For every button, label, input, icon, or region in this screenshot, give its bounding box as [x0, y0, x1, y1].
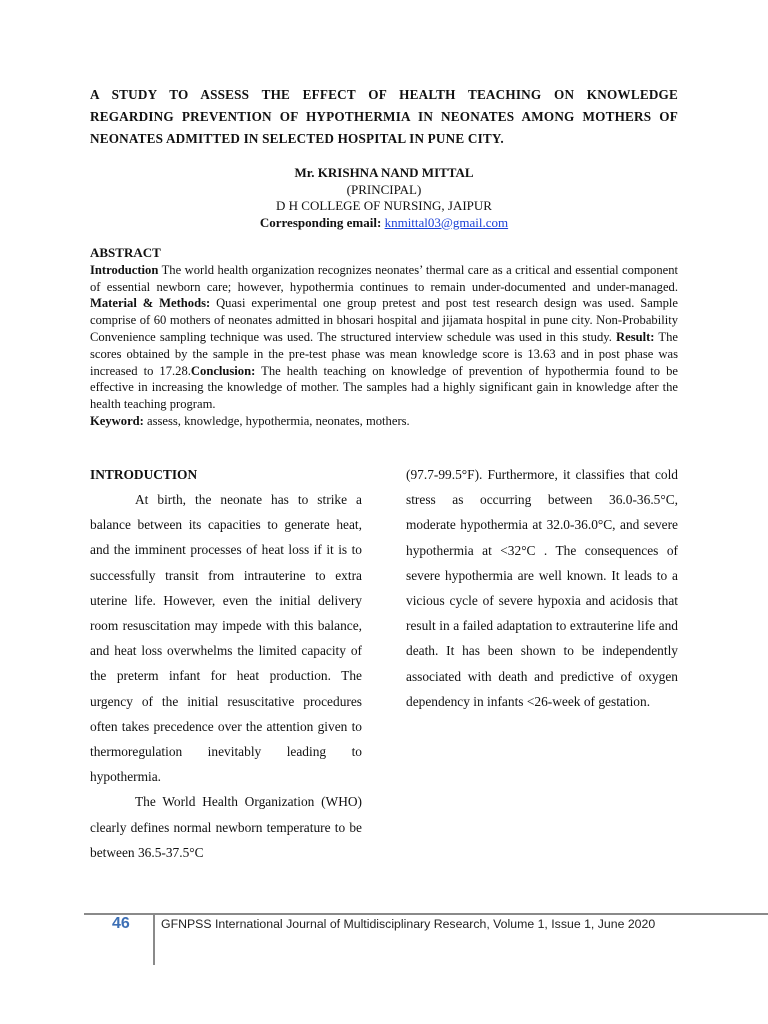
paper-title	[90, 84, 678, 150]
intro-label: Introduction	[90, 262, 159, 277]
email-link[interactable]: knmittal03@gmail.com	[384, 214, 509, 230]
result-label: Result:	[616, 329, 655, 344]
journal-citation: GFNPSS International Journal of Multidisciplinary Research, Volume 1, Issue 1, June 2020	[161, 917, 656, 931]
author-email-line	[0, 215, 768, 232]
email-label: Corresponding email:	[259, 214, 382, 230]
intro-paragraph-1: At birth, the neonate has to strike a balance between its capacities to generate heat, and the imminent processes of heat loss if it is to successfully transit from intrauterine to extra uterine life. However, even the initial delivery room resuscitation may impede with this balance, and heat loss overwhelms the limited capacity of the preterm infant for heat production. The urgency of the initial resuscitative procedures often takes precedence over the attention given to thermoregulation inevitably leading to hypothermia.	[90, 492, 362, 785]
author-block	[0, 165, 768, 231]
conclusion-label: Conclusion:	[190, 363, 256, 378]
keyword-label: Keyword:	[90, 413, 144, 428]
conclusion-text: The health teaching on knowledge of prevention of hypothermia found to be effective in increasing the knowledge of mother. The samples had a highly significant gain in knowledge after the health teaching program.	[90, 363, 679, 412]
author-role: (PRINCIPAL)	[346, 181, 422, 197]
title-line-2: REGARDING PREVENTION OF HYPOTHERMIA IN NEONATES AMONG MOTHERS OF	[90, 109, 678, 124]
methods-label: Material & Methods:	[90, 296, 211, 311]
intro-text: The world health organization recognizes neonates’ thermal care as a critical and essential component of essential newborn care; however, hypothermia continues to remain under-documented and under-managed.	[90, 262, 678, 294]
footer-divider	[84, 913, 768, 915]
keyword-text: assess, knowledge, hypothermia, neonates, mothers.	[143, 413, 410, 428]
author-affiliation: D H COLLEGE OF NURSING, JAIPUR	[276, 198, 492, 213]
result-text: The scores obtained by the sample in the pre-test phase was mean knowledge score is 13.63 and in post phase was increased to 17.28.	[90, 329, 678, 378]
page-number: 46	[112, 915, 130, 932]
methods-text: Quasi experimental one group pretest and post test research design was used. Sample comprise of 60 mothers of neonates admitted in bhosari hospital and jijamata hospital in pune city. Non-Probability Convenience sampling technique was used. The structured interview schedule was used in this study.	[90, 296, 678, 344]
right-column	[406, 462, 678, 714]
intro-paragraph-3: (97.7-99.5°F). Furthermore, it classifies that cold stress as occurring between 36.0-36.5°C, moderate hypothermia at 32.0-36.0°C, and severe hypothermia at <32°C . The consequences of severe hypothermia are well known. It leads to a vicious cycle of severe hypoxia and acidosis that result in a failed adaptation to extrauterine life and death. It has been shown to be independently associated with death and predictive of oxygen dependency in infants <26-week of gestation.	[406, 467, 678, 709]
abstract-body	[90, 262, 678, 413]
footer-vertical-divider	[153, 913, 155, 965]
introduction-heading: INTRODUCTION	[90, 467, 198, 482]
title-line-3: NEONATES ADMITTED IN SELECTED HOSPITAL IN PUNE CITY.	[90, 131, 504, 146]
author-name: Mr. KRISHNA NAND MITTAL	[294, 165, 474, 180]
abstract-section	[90, 245, 678, 430]
keyword-line	[90, 413, 678, 430]
abstract-heading: ABSTRACT	[90, 245, 161, 260]
title-line-1: A STUDY TO ASSESS THE EFFECT OF HEALTH TEACHING ON KNOWLEDGE	[90, 87, 678, 102]
intro-paragraph-2: The World Health Organization (WHO) clearly defines normal newborn temperature to be between 36.5-37.5°C	[90, 794, 362, 860]
left-column	[90, 462, 362, 865]
